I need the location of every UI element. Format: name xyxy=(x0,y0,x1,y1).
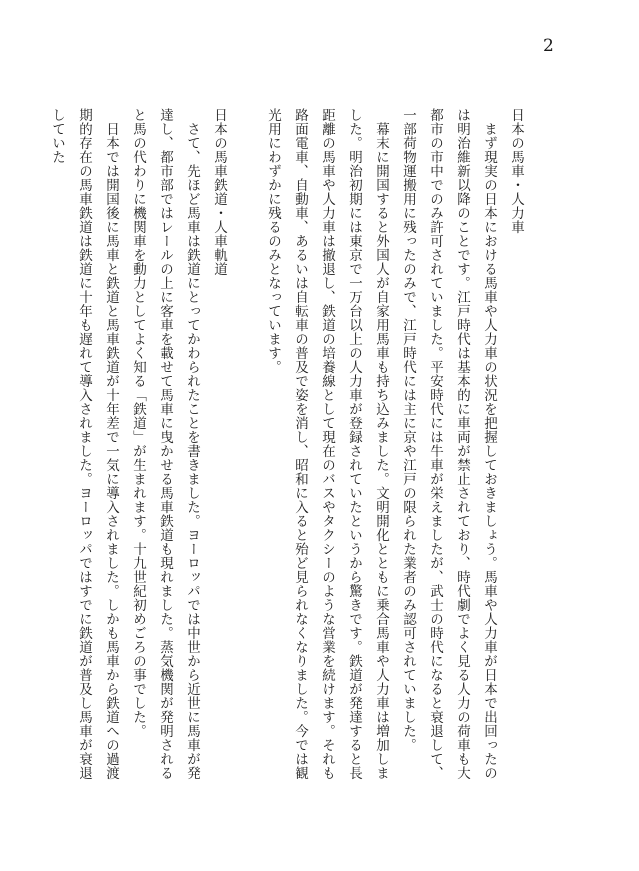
page-number: 2 xyxy=(543,36,554,56)
paragraph: さて、先ほど馬車は鉄道にとってかわられたことを書きました。ヨーロッパでは中世から近世に馬車が発達し、都市部ではレールの上に客車を載せて馬車に曳かせる馬車鉄道も現れました。蒸気機関が発明されると馬の代わりに機関車を動力としてよく知る「鉄道」が生まれます。十九世紀初めごろの事でした。 xyxy=(130,108,200,780)
section-heading: 日本の馬車鉄道・人車軌道 xyxy=(211,108,227,276)
body-text xyxy=(43,108,529,788)
paragraph: 日本では開国後に馬車と鉄道と馬車鉄道が十年差で一気に導入されました。しかも馬車から鉄道への過渡期的存在の馬車鉄道は鉄道に十年も遅れて導入されました。ヨーロッパではすでに鉄道が普及し馬車が衰退していた xyxy=(49,108,119,780)
paragraph: まず現実の日本における馬車や人力車の状況を把握しておきましょう。馬車や人力車が日本で出回ったのは明治維新以降のことです。江戸時代は基本的に車両が禁止されており、時代劇でよく見る人力の荷車も大都市の市中でのみ許可されていました。平安時代には牛車が栄えましたが、武士の時代になると衰退して、一部荷物運搬用に残ったのみで、江戸時代には主に京や江戸の限られた業者のみ認可されていました。 xyxy=(400,108,497,780)
section-gap xyxy=(232,108,259,788)
paragraph: 幕末に開国すると外国人が自家用馬車も持ち込みました。文明開化とともに乗合馬車や人力車は増加しました。明治初期には東京で一万台以上の人力車が登録されていたというから驚きです。鉄道が発達すると長距離の馬車や人力車は撤退し、鉄道の培養線として現在のバスやタクシーのような営業を続けます。それも路面電車、自動車、あるいは自転車の普及で姿を消し、昭和に入ると殆ど見られなくなりました。今では観光用にわずかに残るのみとなっています。 xyxy=(265,108,389,780)
section-heading: 日本の馬車・人力車 xyxy=(508,108,524,234)
